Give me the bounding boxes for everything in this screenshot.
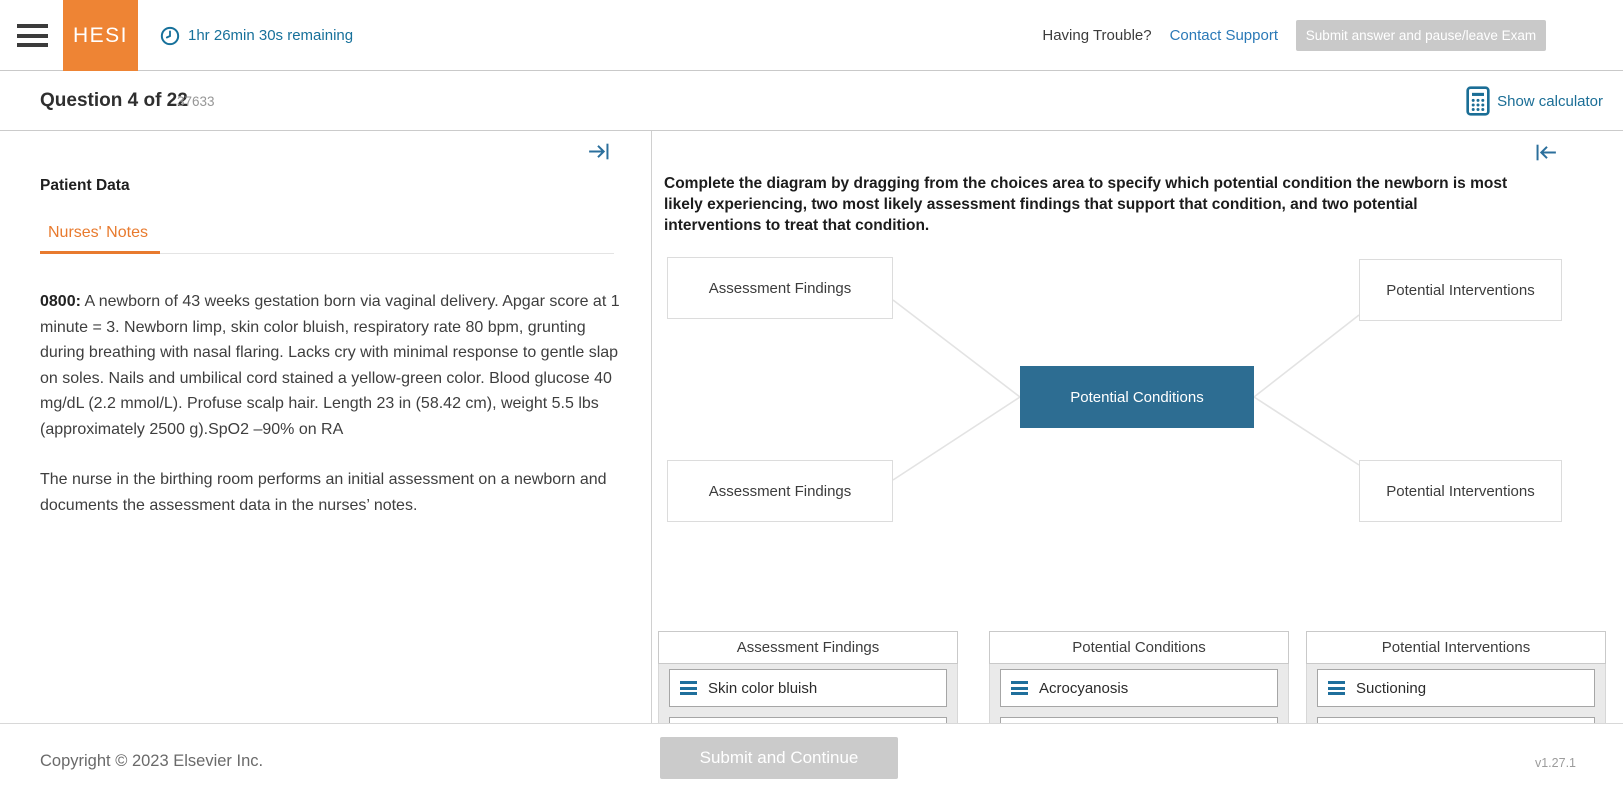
drop-target-assessment-finding-1[interactable]: Assessment Findings — [667, 257, 893, 319]
choices-list — [658, 664, 958, 723]
note-entry — [40, 289, 620, 442]
choices-column-assessment-findings — [658, 631, 958, 723]
drop-target-potential-intervention-1[interactable]: Potential Interventions — [1359, 259, 1562, 321]
hesi-logo: HESI — [63, 0, 138, 71]
choices-list — [989, 664, 1289, 723]
copyright-text: Copyright © 2023 Elsevier Inc. — [40, 752, 264, 770]
expand-panel-icon[interactable] — [586, 139, 611, 164]
drag-handle-icon[interactable] — [1011, 681, 1028, 695]
top-bar — [0, 0, 1623, 71]
nurses-notes-text — [40, 289, 620, 518]
question-instructions: Complete the diagram by dragging from the choices area to specify which potential condition the newborn is most likely experiencing, two most likely assessment findings that support that condition, and two potential interventions to treat that condition. — [664, 175, 1508, 234]
drag-handle-icon[interactable] — [1328, 681, 1345, 695]
question-bar — [0, 71, 1623, 131]
choices-column-potential-conditions — [989, 631, 1289, 723]
note-footer: The nurse in the birthing room performs an initial assessment on a newborn and documents the assessment data in the nurses’ notes. — [40, 471, 607, 514]
show-calculator-button[interactable] — [1466, 71, 1603, 131]
drag-handle-icon[interactable] — [680, 681, 697, 695]
having-trouble-label: Having Trouble? — [1042, 27, 1152, 44]
patient-data-panel — [0, 131, 652, 723]
menu-icon[interactable] — [17, 24, 48, 47]
choice-item-label: Skin color bluish — [708, 679, 818, 697]
patient-data-title: Patient Data — [40, 177, 130, 194]
pause-leave-exam-button[interactable]: Submit answer and pause/leave Exam — [1296, 20, 1546, 51]
note-body: A newborn of 43 weeks gestation born via vaginal delivery. Apgar score at 1 minute = 3. Newborn limp, skin color bluish, respiratory rate 80 bpm, grunting during breathing with nasal flaring. Lacks cry with minimal response to gentle slap on soles. Nails and umbilical cord stained a yellow-green color. Blood glucose 40 mg/dL (2.2 mmol/L). Profuse scalp hair. Length 23 in (58.42 cm), weight 5.5 lbs (approximately 2500 g).SpO2 –90% on RA — [40, 293, 620, 438]
tab-active-underline — [40, 251, 160, 254]
drop-target-assessment-finding-2[interactable]: Assessment Findings — [667, 460, 893, 522]
choice-item-label: Suctioning — [1356, 679, 1427, 697]
tab-nurses-notes[interactable]: Nurses' Notes — [48, 224, 148, 241]
note-timestamp: 0800: — [40, 293, 81, 310]
choices-column-header: Assessment Findings — [658, 631, 958, 664]
calculator-icon — [1466, 86, 1490, 116]
choices-list — [1306, 664, 1606, 723]
choices-column-header: Potential Conditions — [989, 631, 1289, 664]
drop-target-potential-condition[interactable]: Potential Conditions — [1020, 366, 1254, 428]
app-version: v1.27.1 — [1534, 756, 1576, 770]
choice-item-skin-color-bluish[interactable] — [669, 669, 947, 707]
contact-support-link[interactable]: Contact Support — [1169, 27, 1278, 44]
collapse-panel-icon[interactable] — [1534, 140, 1559, 165]
clock-icon — [160, 26, 180, 46]
question-counter: Question 4 of 22 — [40, 90, 188, 111]
footer — [0, 723, 1623, 800]
choice-item-acrocyanosis[interactable] — [1000, 669, 1278, 707]
choices-column-header: Potential Interventions — [1306, 631, 1606, 664]
timer-remaining: 1hr 26min 30s remaining — [188, 27, 354, 44]
question-panel — [653, 131, 1623, 723]
question-id: 37633 — [177, 93, 215, 109]
show-calculator-label: Show calculator — [1497, 92, 1603, 110]
drop-target-potential-intervention-2[interactable]: Potential Interventions — [1359, 460, 1562, 522]
choices-column-potential-interventions — [1306, 631, 1606, 723]
exam-timer — [160, 0, 353, 71]
choice-item-label: Acrocyanosis — [1039, 679, 1129, 697]
choice-item-suctioning[interactable] — [1317, 669, 1595, 707]
submit-continue-button[interactable]: Submit and Continue — [660, 737, 898, 779]
